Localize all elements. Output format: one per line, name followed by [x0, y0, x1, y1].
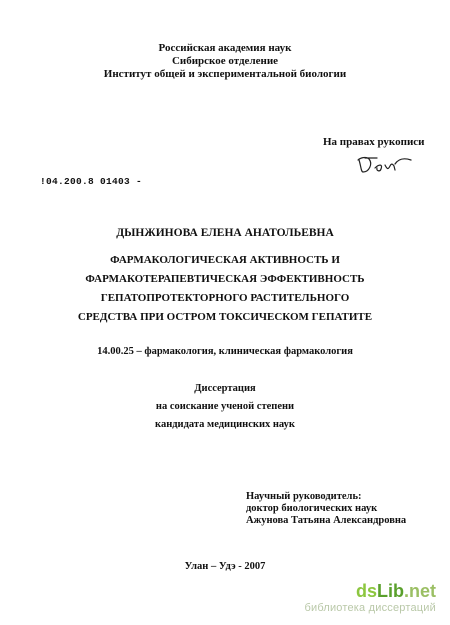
title-line-1: ФАРМАКОЛОГИЧЕСКАЯ АКТИВНОСТЬ И	[110, 254, 340, 266]
specialty-code: 14.00.25 – фармакология, клиническая фармакология	[97, 346, 353, 357]
title-line-4: СРЕДСТВА ПРИ ОСТРОМ ТОКСИЧЕСКОМ ГЕПАТИТЕ	[77, 311, 373, 323]
author-name: ДЫНЖИНОВА ЕЛЕНА АНАТОЛЬЕВНА	[116, 227, 334, 239]
supervisor-name: Ажунова Татьяна Александровна	[246, 515, 407, 526]
handwritten-signature	[355, 150, 425, 176]
watermark-subtitle: библиотека диссертаций	[304, 602, 436, 614]
city-year: Улан – Удэ - 2007	[184, 561, 266, 572]
supervisor-label: Научный руководитель:	[246, 491, 362, 502]
header-branch: Сибирское отделение	[171, 55, 279, 67]
header-institute: Институт общей и экспериментальной биологии	[103, 68, 347, 80]
header-academy: Российская академия наук	[158, 42, 292, 54]
title-line-2: ФАРМАКОТЕРАПЕВТИЧЕСКАЯ ЭФФЕКТИВНОСТЬ	[85, 273, 365, 285]
rights-label: На правах рукописи	[323, 136, 425, 148]
title-line-3: ГЕПАТОПРОТЕКТОРНОГО РАСТИТЕЛЬНОГО	[100, 292, 350, 304]
supervisor-degree: доктор биологических наук	[246, 503, 378, 514]
watermark	[304, 581, 436, 615]
degree-line: на соискание ученой степени	[155, 401, 295, 412]
dissertation-label: Диссертация	[194, 383, 256, 394]
supervisor-block	[246, 491, 406, 527]
archive-code: !04.200.8 01403 -	[40, 176, 143, 187]
degree-field-line: кандидата медицинских наук	[155, 419, 295, 430]
watermark-logo: dsLib.net	[355, 581, 436, 601]
